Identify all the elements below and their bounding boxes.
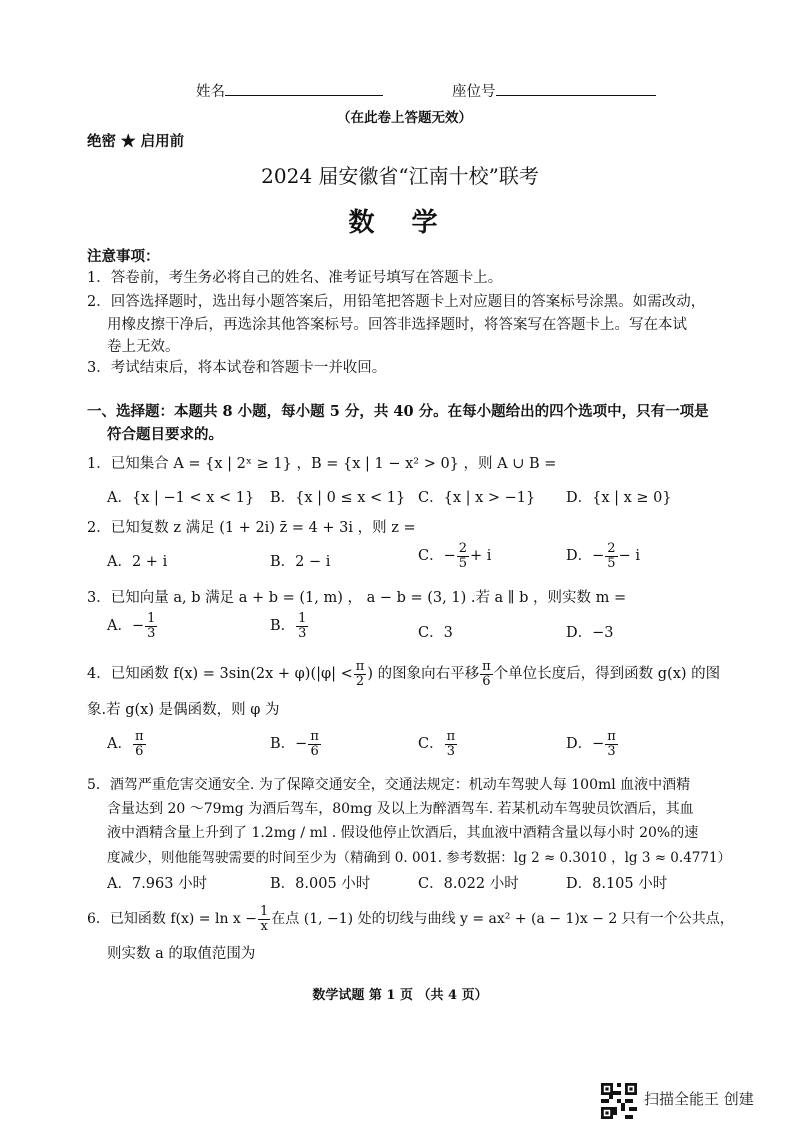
q5-option-b: B．8.005 小时 bbox=[270, 876, 371, 892]
q2-option-c: C．− $\frac{2}{5}$ + i bbox=[418, 541, 492, 571]
subject-title: 数 学 bbox=[348, 208, 452, 238]
q5-option-d: D．8.105 小时 bbox=[566, 876, 668, 892]
fraction: $\frac{\pi}{6}$ bbox=[134, 729, 144, 759]
q3-option-a: A．− $\frac{1}{3}$ bbox=[107, 611, 156, 641]
question-6-stem-cont: 则实数 a 的取值范围为 bbox=[107, 946, 256, 962]
seat-blank bbox=[496, 81, 656, 96]
page-footer: 数学试题 第 1 页 （共 4 页） bbox=[312, 988, 488, 1003]
question-4-stem-cont: 象.若 g(x) 是偶函数，则 φ 为 bbox=[87, 702, 280, 718]
instruction-item: 1．答卷前，考生务必将自己的姓名、准考证号填写在答题卡上。 bbox=[87, 270, 503, 286]
q2-option-a: A．2 + i bbox=[107, 554, 168, 570]
q3-option-c: C．3 bbox=[418, 625, 453, 641]
question-3-stem: 3．已知向量 a, b 满足 a + b = (1, m) ， a − b = (3, 1) .若 a ∥ b ，则实数 m = bbox=[87, 590, 627, 606]
question-1-stem: 1．已知集合 A = {x | 2ˣ ≥ 1} ，B = {x | 1 − x² > 0} ，则 A ∪ B = bbox=[87, 456, 557, 472]
q5-option-c: C．8.022 小时 bbox=[418, 876, 519, 892]
q4-option-a: A． $\frac{\pi}{6}$ bbox=[107, 729, 144, 759]
question-5-stem-cont: 含量达到 20 ～79mg 为酒后驾车，80mg 及以上为醉酒驾车. 若某机动车驾驶员饮酒后，其血 bbox=[107, 801, 694, 817]
q2-option-d: D．− $\frac{2}{5}$ − i bbox=[566, 541, 640, 571]
q3-option-d: D．−3 bbox=[566, 625, 614, 641]
fraction: $\frac{\pi}{3}$ bbox=[607, 729, 616, 759]
name-blank bbox=[225, 81, 383, 96]
question-5-stem: 5．酒驾严重危害交通安全. 为了保障交通安全，交通法规定：机动车驾驶人每 100ml 血液中酒精 bbox=[87, 777, 691, 793]
question-2-stem: 2．已知复数 z 满足 (1 + 2i) z̄ = 4 + 3i ，则 z = bbox=[87, 520, 416, 536]
fraction: $\frac{\pi}{6}$ bbox=[482, 659, 491, 689]
scanner-watermark: 扫描全能王 创建 bbox=[644, 1090, 754, 1108]
question-4-stem: 4．已知函数 f(x) = 3sin(2x + φ)(|φ| < $\frac{\pi}{2}$ ) 的图象向右平移 $\frac{\pi}{6}$ 个单位长度后，得到函数 g(x) 的图 bbox=[87, 659, 721, 689]
seat-label: 座位号 bbox=[452, 84, 496, 100]
section-heading-cont: 符合题目要求的。 bbox=[107, 426, 223, 443]
instruction-item: 用橡皮擦干净后，再选涂其他答案标号。回答非选择题时，将答案写在答题卡上。写在本试 bbox=[107, 317, 687, 333]
exam-title: 2024 届安徽省“江南十校”联考 bbox=[261, 164, 539, 188]
qr-code-icon bbox=[601, 1083, 637, 1119]
name-field bbox=[196, 80, 383, 101]
header-notice: （在此卷上答题无效） bbox=[337, 110, 472, 126]
q1-option-a: A．{x | −1 < x < 1} bbox=[107, 490, 255, 506]
fraction: $\frac{1}{x}$ bbox=[260, 904, 269, 934]
instruction-item: 2．回答选择题时，选出每小题答案后，用铅笔把答题卡上对应题目的答案标号涂黑。如需改动， bbox=[87, 294, 706, 310]
name-label: 姓名 bbox=[196, 84, 225, 100]
fraction: $\frac{1}{3}$ bbox=[147, 611, 156, 641]
q4-option-b: B．− $\frac{\pi}{6}$ bbox=[270, 729, 319, 759]
instructions-heading: 注意事项： bbox=[87, 248, 160, 265]
fraction: $\frac{2}{5}$ bbox=[458, 541, 468, 571]
q1-option-c: C．{x | x > −1} bbox=[418, 490, 536, 506]
instruction-item: 3．考试结束后，将本试卷和答题卡一并收回。 bbox=[87, 360, 387, 376]
confidential-mark: 绝密 ★ 启用前 bbox=[87, 133, 185, 150]
question-6-stem: 6．已知函数 f(x) = ln x − $\frac{1}{x}$ 在点 (1, −1) 处的切线与曲线 y = ax² + (a − 1)x − 2 只有一个公共点， bbox=[87, 904, 734, 934]
q5-option-a: A．7.963 小时 bbox=[107, 876, 208, 892]
q4-option-d: D．− $\frac{\pi}{3}$ bbox=[566, 729, 616, 759]
fraction: $\frac{\pi}{2}$ bbox=[355, 659, 365, 689]
fraction: $\frac{\pi}{6}$ bbox=[310, 729, 319, 759]
section-heading: 一、选择题：本题共 8 小题，每小题 5 分，共 40 分。在每小题给出的四个选项中，只有一项是 bbox=[87, 403, 709, 420]
instruction-item: 卷上无效。 bbox=[107, 339, 180, 355]
seat-field bbox=[452, 80, 656, 101]
q4-option-c: C． $\frac{\pi}{3}$ bbox=[418, 729, 456, 759]
q1-option-d: D．{x | x ≥ 0} bbox=[566, 490, 672, 506]
fraction: $\frac{1}{3}$ bbox=[298, 611, 307, 641]
fraction: $\frac{2}{5}$ bbox=[607, 541, 616, 571]
question-5-stem-cont: 液中酒精含量上升到了 1.2mg / ml . 假设他停止饮酒后，其血液中酒精含量以每小时 20%的速 bbox=[107, 825, 699, 841]
q3-option-b: B． $\frac{1}{3}$ bbox=[270, 611, 307, 641]
q2-option-b: B．2 − i bbox=[270, 554, 331, 570]
question-5-stem-cont: 度减少，则他能驾驶需要的时间至少为（精确到 0. 001. 参考数据：lg 2 ≈ 0.3010 ，lg 3 ≈ 0.4771） bbox=[107, 850, 732, 866]
fraction: $\frac{\pi}{3}$ bbox=[446, 729, 456, 759]
q1-option-b: B．{x | 0 ≤ x < 1} bbox=[270, 490, 406, 506]
